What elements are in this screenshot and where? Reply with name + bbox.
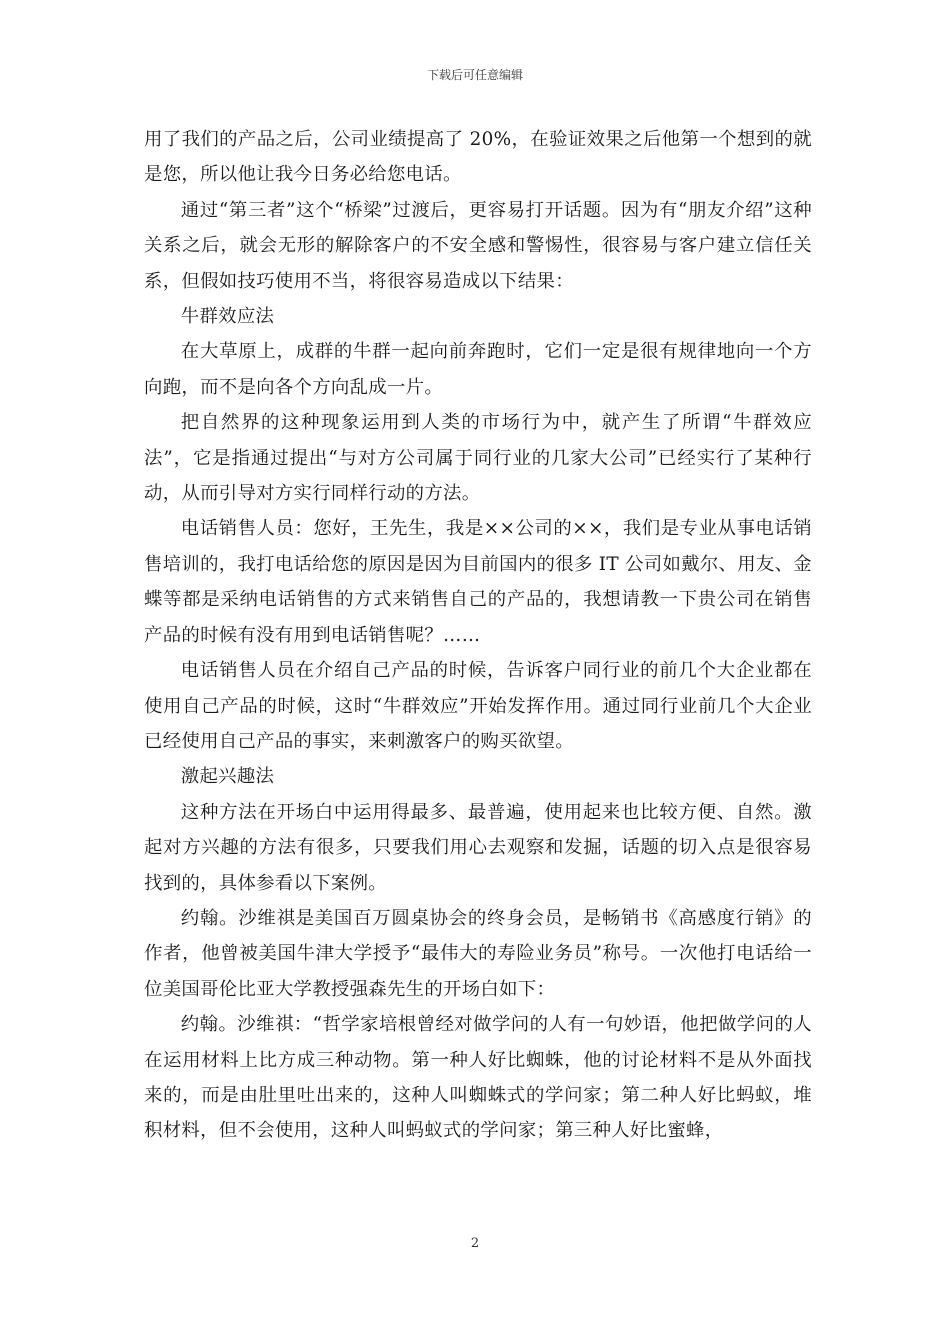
document-body: [144, 122, 812, 1149]
paragraph: 通过“第三者”这个“桥梁”过渡后，更容易打开话题。因为有“朋友介绍”这种关系之后，就会无形的解除客户的不安全感和警惕性，很容易与客户建立信任关系，但假如技巧使用不当，将很容易造成以下结果：: [144, 199, 812, 292]
paragraph: 电话销售人员：您好，王先生，我是××公司的××，我们是专业从事电话销售培训的，我打电话给您的原因是因为目前国内的很多 IT 公司如戴尔、用友、金蝶等都是采纳电话销售的方式来销售自己的产品的，我想请教一下贵公司在销售产品的时候有没有用到电话销售呢？……: [144, 518, 812, 646]
paragraph: 约翰。沙维祺：“哲学家培根曾经对做学问的人有一句妙语，他把做学问的人在运用材料上比方成三种动物。第一种人好比蜘蛛，他的讨论材料不是从外面找来的，而是由肚里吐出来的，这种人叫蜘蛛式的学问家；第二种人好比蚂蚁，堆积材料，但不会使用，这种人叫蚂蚁式的学问家；第三种人好比蜜蜂，: [144, 1014, 812, 1142]
page-header: 下载后可任意编辑: [426, 68, 523, 82]
paragraph: 把自然界的这种现象运用到人类的市场行为中，就产生了所谓“牛群效应法”，它是指通过提出“与对方公司属于同行业的几家大公司”已经实行了某种行动，从而引导对方实行同样行动的方法。: [144, 412, 812, 505]
page-number: 2: [470, 1236, 480, 1251]
paragraph: 在大草原上，成群的牛群一起向前奔跑时，它们一定是很有规律地向一个方向跑，而不是向各个方向乱成一片。: [144, 341, 812, 398]
section-heading: 牛群效应法: [180, 306, 275, 328]
paragraph: 这种方法在开场白中运用得最多、最普遍，使用起来也比较方便、自然。激起对方兴趣的方法有很多，只要我们用心去观察和发掘，话题的切入点是很容易找到的，具体参看以下案例。: [144, 801, 812, 894]
paragraph: 约翰。沙维祺是美国百万圆桌协会的终身会员，是畅销书《高感度行销》的作者，他曾被美国牛津大学授予“最伟大的寿险业务员”称号。一次他打电话给一位美国哥伦比亚大学教授强森先生的开场白如下：: [144, 907, 812, 1000]
section-heading: 激起兴趣法: [180, 766, 275, 788]
paragraph: 用了我们的产品之后，公司业绩提高了 20%，在验证效果之后他第一个想到的就是您，所以他让我今日务必给您电话。: [144, 129, 812, 186]
paragraph: 电话销售人员在介绍自己产品的时候，告诉客户同行业的前几个大企业都在使用自己产品的时候，这时“牛群效应”开始发挥作用。通过同行业前几个大企业已经使用自己产品的事实，来刺激客户的购买欲望。: [144, 660, 812, 752]
